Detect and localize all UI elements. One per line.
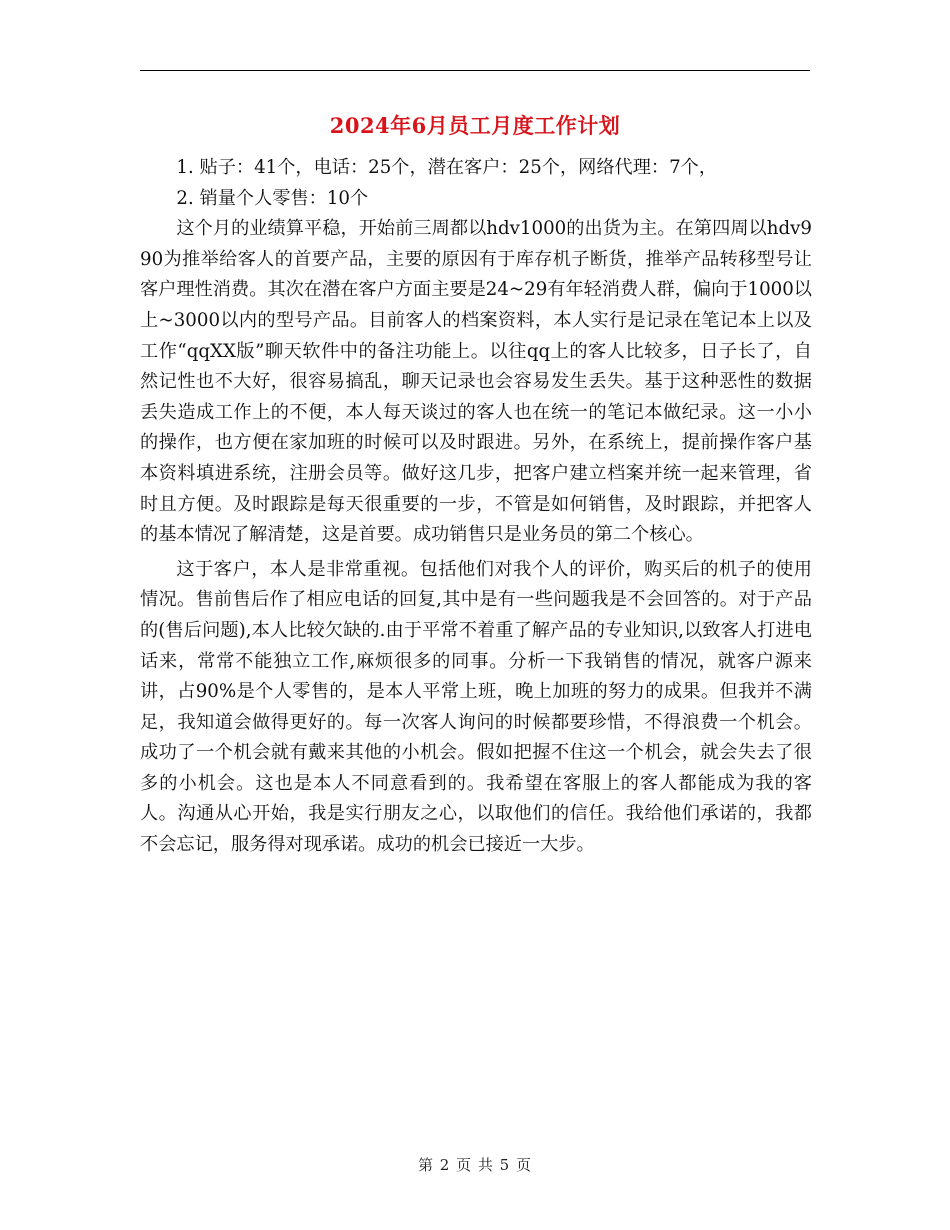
list-item-2: 2. 销量个人零售：10个	[176, 187, 369, 209]
paragraph-customer-service: 这于客户，本人是非常重视。包括他们对我个人的评价，购买后的机子的使用情况。售前售后作了相应电话的回复,其中是有一些问题我是不会回答的。对于产品的(售后问题),本人比较欠缺的.由于平常不着重了解产品的专业知识,以致客人打进电话来，常常不能独立工作,麻烦很多的同事。分析一下我销售的情况，就客户源来讲，占90%是个人零售的，是本人平常上班，晚上加班的努力的成果。但我并不满足，我知道会做得更好的。每一次客人询问的时候都要珍惜，不得浪费一个机会。成功了一个机会就有戴来其他的小机会。假如把握不住这一个机会，就会失去了很多的小机会。这也是本人不同意看到的。我希望在客服上的客人都能成为我的客人。沟通从心开始，我是实行朋友之心，以取他们的信任。我给他们承诺的，我都不会忘记，服务得对现承诺。成功的机会已接近一大步。	[140, 558, 812, 856]
page-number-footer: 第 2 页 共 5 页	[418, 1156, 532, 1174]
list-item-1: 1. 贴子：41个，电话：25个，潜在客户：25个，网络代理：7个，	[176, 157, 718, 178]
document-title: 2024年6月员工月度工作计划	[329, 113, 621, 138]
document-body	[140, 153, 812, 861]
header-rule	[140, 70, 810, 71]
paragraph-sales-summary: 这个月的业绩算平稳，开始前三周都以hdv1000的出货为主。在第四周以hdv990为推举给客人的首要产品，主要的原因有于库存机子断货，推举产品转移型号让客户理性消费。其次在潜在客户方面主要是24~29有年轻消费人群，偏向于1000以上~3000以内的型号产品。目前客人的档案资料，本人实行是记录在笔记本上以及工作“qqXX版”聊天软件中的备注功能上。以往qq上的客人比较多，日子长了，自然记性也不大好，很容易搞乱，聊天记录也会容易发生丢失。基于这种恶性的数据丢失造成工作上的不便，本人每天谈过的客人也在统一的笔记本做纪录。这一小小的操作，也方便在家加班的时候可以及时跟进。另外，在系统上，提前操作客户基本资料填进系统，注册会员等。做好这几步，把客户建立档案并统一起来管理，省时且方便。及时跟踪是每天很重要的一步，不管是如何销售，及时跟踪，并把客人的基本情况了解清楚，这是首要。成功销售只是业务员的第二个核心。	[140, 218, 812, 546]
